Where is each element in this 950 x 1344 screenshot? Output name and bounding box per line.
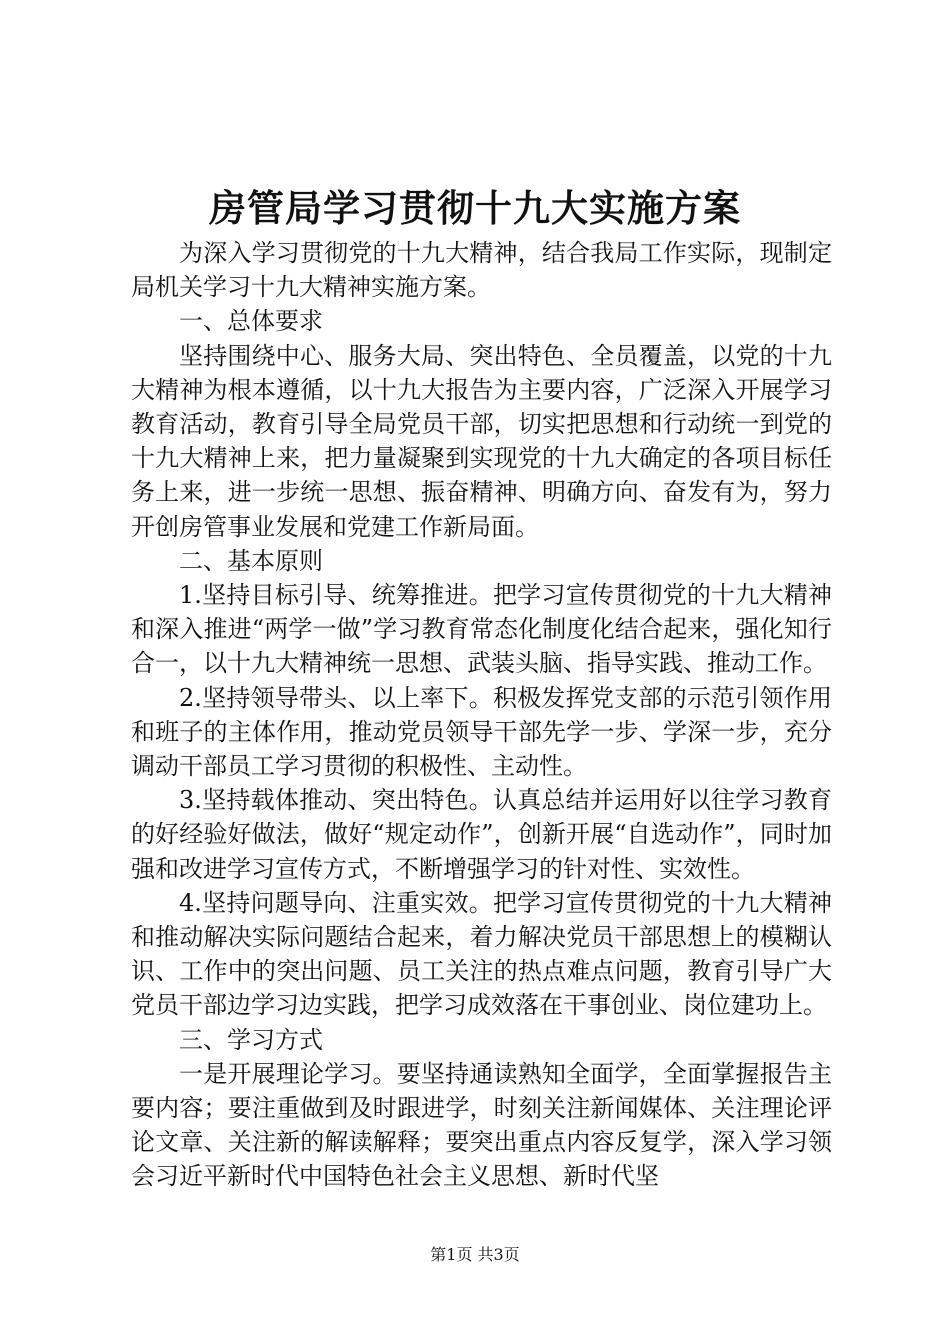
section-heading-study-methods: 三、学习方式 bbox=[179, 1025, 323, 1054]
section-heading-general-requirements: 一、总体要求 bbox=[179, 307, 323, 336]
section-heading-basic-principles: 二、基本原则 bbox=[179, 546, 323, 575]
principle-3-paragraph: 3.坚持载体推动、突出特色。认真总结并运用好以往学习教育的好经验好做法，做好“规定动作”，创新开展“自选动作”，同时加强和改进学习宣传方式，不断增强学习的针对性、实效性。 bbox=[131, 786, 832, 883]
page-footer: 第1页 共3页 bbox=[430, 1245, 520, 1264]
general-requirements-paragraph: 坚持围绕中心、服务大局、突出特色、全员覆盖，以党的十九大精神为根本遵循，以十九大报告为主要内容，广泛深入开展学习教育活动，教育引导全局党员干部，切实把思想和行动统一到党的十九大精神上来，把力量凝聚到实现党的十九大确定的各项目标任务上来，进一步统一思想、振奋精神、明确方向、奋发有为，努力开创房管事业发展和党建工作新局面。 bbox=[131, 341, 832, 541]
principle-2-paragraph: 2.坚持领导带头、以上率下。积极发挥党支部的示范引领作用和班子的主体作用，推动党员领导干部先学一步、学深一步，充分调动干部员工学习贯彻的积极性、主动性。 bbox=[131, 683, 832, 781]
intro-paragraph: 为深入学习贯彻党的十九大精神，结合我局工作实际，现制定局机关学习十九大精神实施方案。 bbox=[131, 239, 832, 302]
principle-1-paragraph: 1.坚持目标引导、统筹推进。把学习宣传贯彻党的十九大精神和深入推进“两学一做”学习教育常态化制度化结合起来，强化知行合一，以十九大精神统一思想、武装头脑、指导实践、推动工作。 bbox=[131, 581, 832, 678]
document-title: 房管局学习贯彻十九大实施方案 bbox=[209, 186, 741, 230]
document-body bbox=[131, 236, 832, 1194]
study-method-1-paragraph: 一是开展理论学习。要坚持通读熟知全面学，全面掌握报告主要内容；要注重做到及时跟进学，时刻关注新闻媒体、关注理论评论文章、关注新的解读解释；要突出重点内容反复学，深入学习领会习近平新时代中国特色社会主义思想、新时代坚 bbox=[131, 1059, 832, 1191]
principle-4-paragraph: 4.坚持问题导向、注重实效。把学习宣传贯彻党的十九大精神和推动解决实际问题结合起来，着力解决党员干部思想上的模糊认识、工作中的突出问题、员工关注的热点难点问题，教育引导广大党员干部边学习边实践，把学习成效落在干事创业、岗位建功上。 bbox=[131, 888, 832, 1020]
